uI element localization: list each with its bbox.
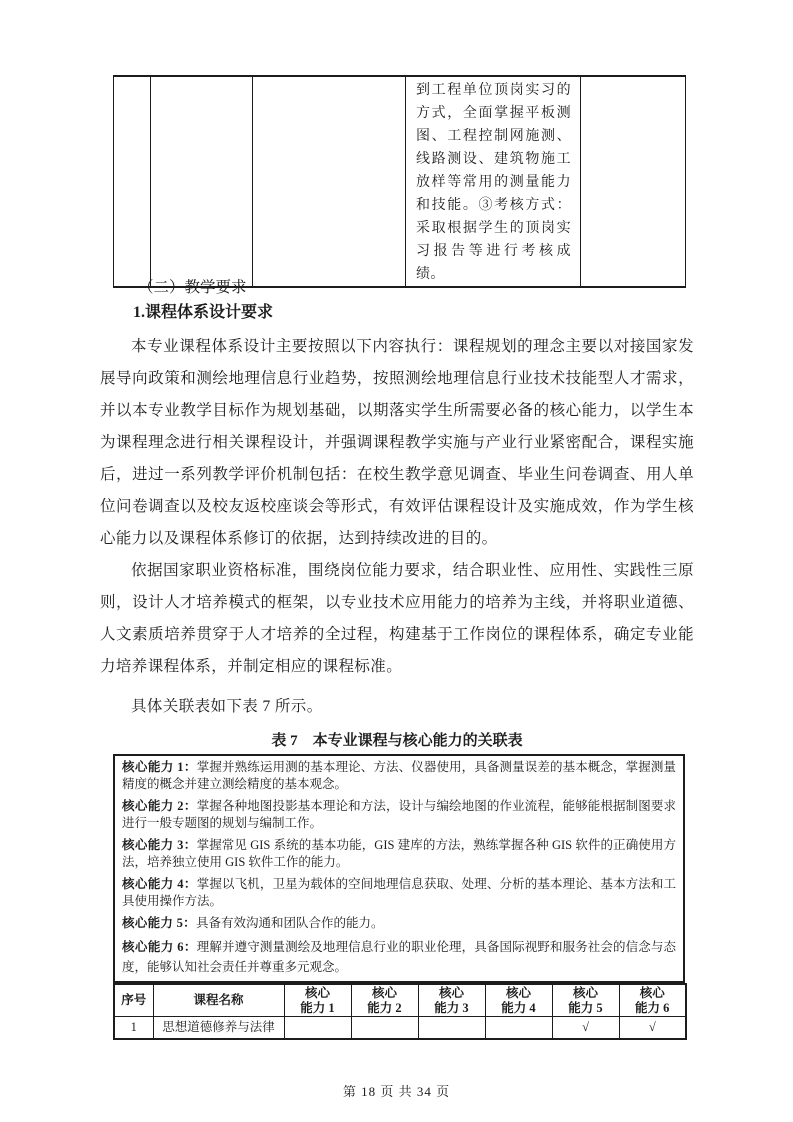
- table7-caption: 表 7 本专业课程与核心能力的关联表: [271, 733, 523, 749]
- header-line: 能力 4: [501, 1000, 536, 1015]
- ability-label: 核心能力 1：: [122, 760, 197, 774]
- body-text-block: [100, 331, 694, 723]
- cell-mark-6: √: [619, 1017, 686, 1040]
- cell-mark-4: [485, 1017, 552, 1040]
- ability-item-6: [122, 937, 676, 977]
- ability-label: 核心能力 2：: [122, 799, 197, 813]
- header-ability-6: [619, 984, 686, 1017]
- section-heading: （二）教学要求: [138, 279, 247, 296]
- header-line: 核心: [505, 985, 531, 1000]
- page-number-footer: 第 18 页 共 34 页: [342, 1084, 451, 1099]
- empty-cell: [581, 76, 686, 287]
- header-line: 能力 5: [568, 1000, 603, 1015]
- ability-text: 理解并遵守测量测绘及地理信息行业的职业伦理，具备国际视野和服务社会的信念与态度，能够认知社会责任并尊重多元观念。: [122, 940, 676, 974]
- ability-item-4: [122, 876, 676, 910]
- table-row: [114, 76, 686, 287]
- header-line: 能力 1: [300, 1000, 335, 1015]
- continuation-table: [113, 75, 686, 288]
- header-ability-5: [552, 984, 619, 1017]
- header-ability-3: [418, 984, 485, 1017]
- header-line: 核心: [438, 985, 464, 1000]
- paragraph-3: 具体关联表如下表 7 所示。: [131, 698, 323, 715]
- empty-cell: [151, 76, 253, 287]
- header-course-name: 课程名称: [153, 984, 284, 1017]
- header-line: 能力 2: [367, 1000, 402, 1015]
- ability-item-2: [122, 798, 676, 832]
- empty-cell: [253, 76, 406, 287]
- cell-mark-1: [284, 1017, 351, 1040]
- course-description-cell: 到工程单位顶岗实习的方式，全面掌握平板测图、工程控制网施测、线路测设、建筑物施工放样等常用的测量能力和技能。③考核方式：采取根据学生的顶岗实习报告等进行考核成绩。: [406, 76, 581, 287]
- paragraph-1: 本专业课程体系设计主要按照以下内容执行：课程规划的理念主要以对接国家发展导向政策和测绘地理信息行业趋势，按照测绘地理信息行业技术技能型人才需求，并以本专业教学目标作为规划基础，以期落实学生所需要必备的核心能力，以学生本为课程理念进行相关课程设计，并强调课程教学实施与产业行业紧密配合，课程实施后，进过一系列教学评价机制包括：在校生教学意见调查、毕业生问卷调查、用人单位问卷调查以及校友返校座谈会等形式，有效评估课程设计及实施成效，作为学生核心能力以及课程体系修订的依据，达到持续改进的目的。: [100, 338, 694, 547]
- ability-text: 掌握以飞机，卫星为载体的空间地理信息获取、处理、分析的基本理论、基本方法和工具使用操作方法。: [122, 877, 676, 908]
- header-seq: 序号: [114, 984, 153, 1017]
- ability-item-1: [122, 759, 676, 793]
- header-line: 能力 6: [635, 1000, 670, 1015]
- header-line: 核心: [304, 985, 330, 1000]
- header-ability-4: [485, 984, 552, 1017]
- cell-seq: 1: [114, 1017, 153, 1040]
- cell-mark-3: [418, 1017, 485, 1040]
- header-line: 核心: [371, 985, 397, 1000]
- ability-text: 掌握并熟练运用测的基本理论、方法、仪器使用，具备测量误差的基本概念，掌握测量精度的概念并建立测绘精度的基本观念。: [122, 760, 676, 791]
- section-subheading: 1.课程体系设计要求: [133, 304, 274, 321]
- empty-cell: [114, 76, 151, 287]
- core-ability-box: [113, 754, 685, 983]
- ability-item-3: [122, 837, 676, 871]
- header-ability-2: [351, 984, 418, 1017]
- course-ability-table: [113, 983, 687, 1040]
- header-line: 核心: [639, 985, 665, 1000]
- header-line: 能力 3: [434, 1000, 469, 1015]
- cell-course-name: 思想道德修养与法律: [153, 1017, 284, 1040]
- ability-item-5: [122, 915, 676, 932]
- ability-text: 掌握各种地图投影基本理论和方法，设计与编绘地图的作业流程，能够能根据制图要求进行一般专题图的规划与编制工作。: [122, 799, 676, 830]
- ability-label: 核心能力 4：: [122, 877, 197, 891]
- paragraph-2: 依据国家职业资格标准，围绕岗位能力要求，结合职业性、应用性、实践性三原则，设计人才培养模式的框架，以专业技术应用能力的培养为主线，并将职业道德、人文素质培养贯穿于人才培养的全过程，构建基于工作岗位的课程体系，确定专业能力培养课程体系，并制定相应的课程标准。: [100, 562, 694, 675]
- ability-label: 核心能力 6：: [122, 940, 197, 954]
- cell-mark-5: √: [552, 1017, 619, 1040]
- ability-text: 具备有效沟通和团队合作的能力。: [195, 916, 384, 930]
- ability-label: 核心能力 5：: [122, 916, 196, 930]
- course-row: [114, 1017, 686, 1040]
- header-ability-1: [284, 984, 351, 1017]
- cell-mark-2: [351, 1017, 418, 1040]
- ability-text: 掌握常见 GIS 系统的基本功能，GIS 建库的方法，熟练掌握各种 GIS 软件的正确使用方法，培养独立使用 GIS 软件工作的能力。: [122, 838, 676, 869]
- header-row: [114, 984, 686, 1017]
- ability-label: 核心能力 3：: [122, 838, 197, 852]
- header-line: 核心: [572, 985, 598, 1000]
